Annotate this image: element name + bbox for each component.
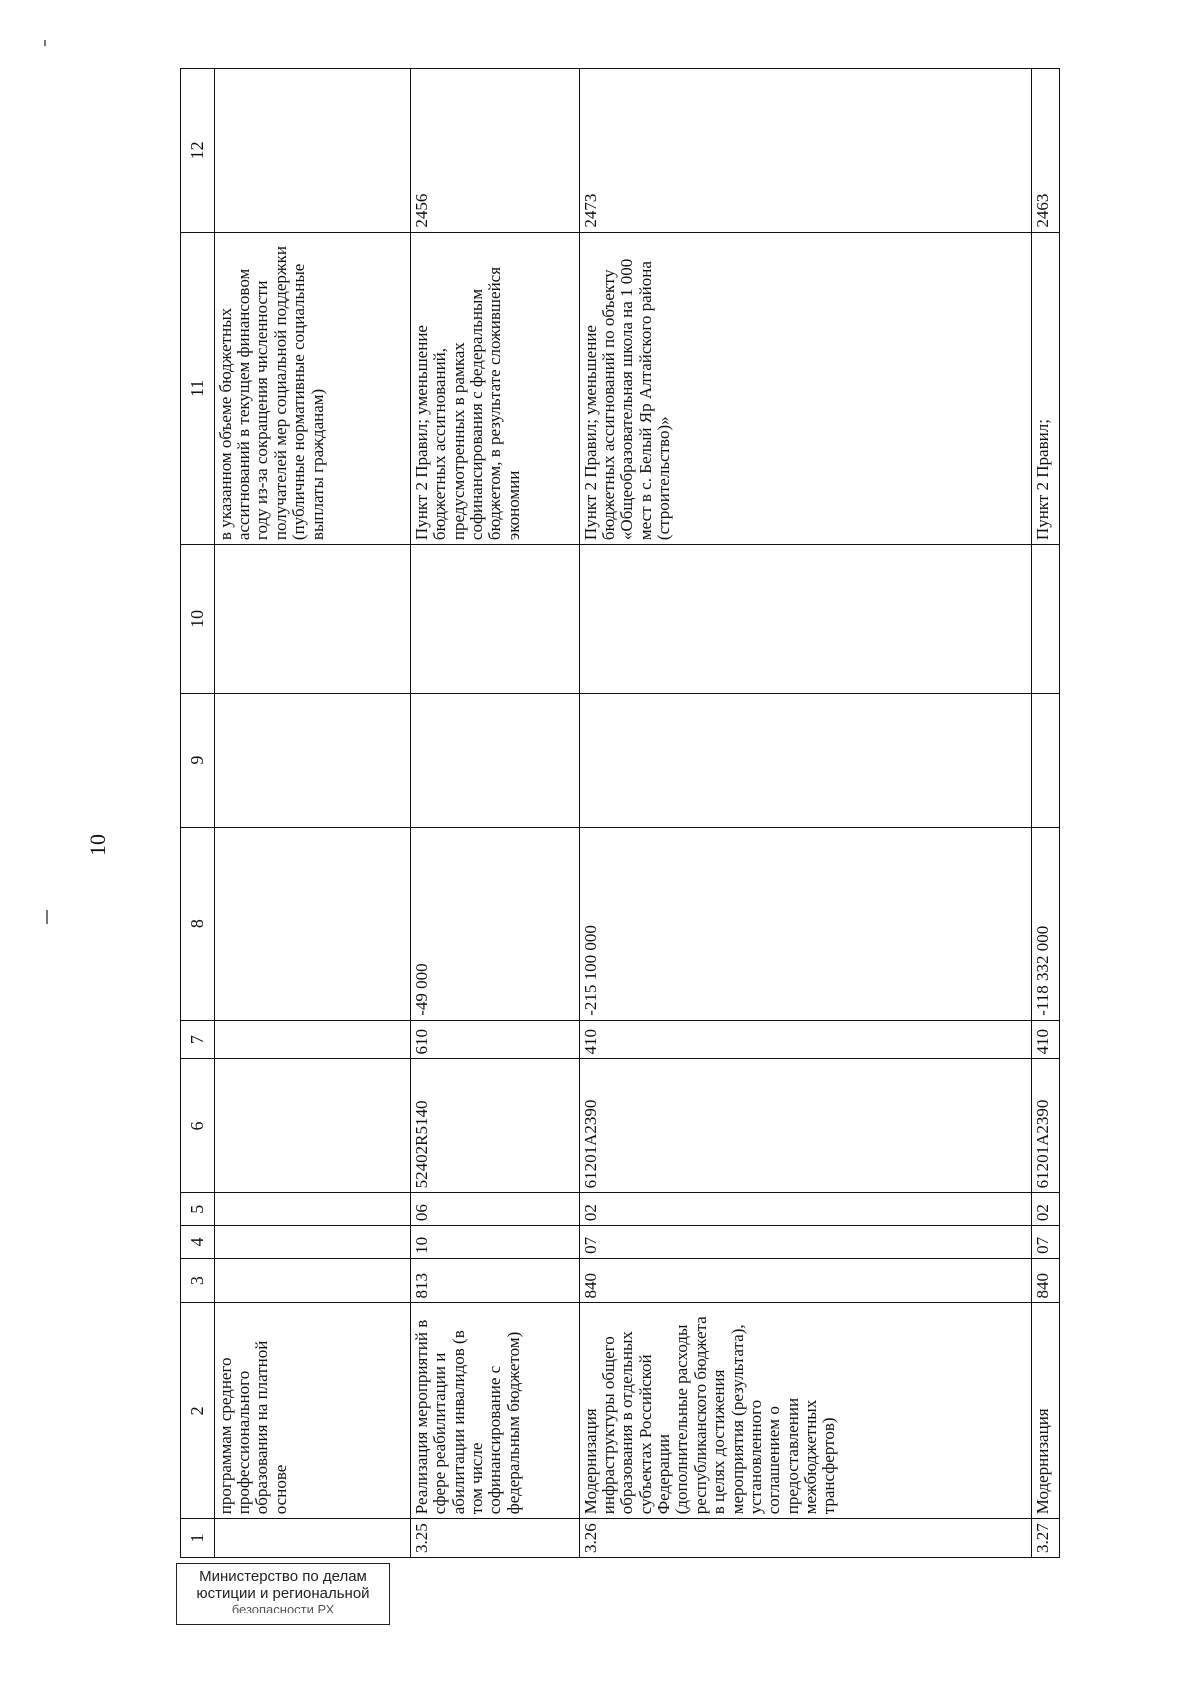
cell-col7: 410 [1031, 1020, 1059, 1059]
header-cell: 12 [181, 69, 215, 233]
cell-col8 [214, 827, 410, 1020]
header-cell: 10 [181, 545, 215, 694]
cell-col12: 2456 [410, 69, 579, 233]
header-cell: 6 [181, 1059, 215, 1193]
table-row [214, 69, 410, 1558]
header-cell: 1 [181, 1519, 215, 1558]
cell-col5 [214, 1193, 410, 1226]
budget-table [180, 68, 1060, 1558]
row-number: 3.27 [1031, 1519, 1059, 1558]
cell-col8: -215 100 000 [579, 827, 1031, 1020]
cell-col5: 02 [579, 1193, 1031, 1226]
header-cell: 2 [181, 1303, 215, 1519]
cell-col6: 52402R5140 [410, 1059, 579, 1193]
cell-col4: 10 [410, 1226, 579, 1259]
header-cell: 7 [181, 1020, 215, 1059]
cell-col4 [214, 1226, 410, 1259]
cell-col8: -118 332 000 [1031, 827, 1059, 1020]
cell-col3: 840 [579, 1258, 1031, 1303]
cell-col5: 06 [410, 1193, 579, 1226]
cell-col8: -49 000 [410, 827, 579, 1020]
cell-col12: 2473 [579, 69, 1031, 233]
cell-col11: Пункт 2 Правил; [1031, 232, 1059, 544]
header-cell: 8 [181, 827, 215, 1020]
header-cell: 5 [181, 1193, 215, 1226]
cell-col9 [214, 693, 410, 827]
cell-col10 [410, 545, 579, 694]
cell-col10 [1031, 545, 1059, 694]
header-cell: 4 [181, 1226, 215, 1259]
cell-col12: 2463 [1031, 69, 1059, 233]
page-number: 10 [85, 834, 110, 856]
cell-col6: 61201A2390 [579, 1059, 1031, 1193]
stamp-line: юстиции и региональной [196, 1585, 370, 1603]
header-cell: 3 [181, 1258, 215, 1303]
cell-col9 [579, 693, 1031, 827]
cell-col11: Пункт 2 Правил; уменьшение бюджетных ассигнований, предусмотренных в рамках софинансирования с федеральным бюджетом, в результате сложившейся экономии [410, 232, 579, 544]
cell-col9 [1031, 693, 1059, 827]
cell-col10 [214, 545, 410, 694]
header-cell: 11 [181, 232, 215, 544]
cell-col4: 07 [579, 1226, 1031, 1259]
row-name: Реализация мероприятий в сфере реабилитации и абилитации инвалидов (в том числе софинансирование с федеральным бюджетом) [410, 1303, 579, 1519]
cell-col11: Пункт 2 Правил; уменьшение бюджетных ассигнований по объекту «Общеобразовательная школа на 1 000 мест в с. Белый Яр Алтайского района (строительство)» [579, 232, 1031, 544]
row-number: 3.26 [579, 1519, 1031, 1558]
row-name: Модернизация [1031, 1303, 1059, 1519]
cell-col7 [214, 1020, 410, 1059]
cell-col3: 840 [1031, 1258, 1059, 1303]
cell-col6: 61201A2390 [1031, 1059, 1059, 1193]
cell-col7: 610 [410, 1020, 579, 1059]
ministry-stamp [176, 1563, 390, 1625]
stamp-line: Министерство по делам [199, 1568, 367, 1585]
cell-col12 [214, 69, 410, 233]
table-header-row [181, 69, 215, 1558]
cell-col3 [214, 1258, 410, 1303]
scan-mark [46, 910, 48, 924]
table-row [1031, 69, 1059, 1558]
cell-col3: 813 [410, 1258, 579, 1303]
cell-col7: 410 [579, 1020, 1031, 1059]
cell-col9 [410, 693, 579, 827]
row-name: программам среднего профессионального образования на платной основе [214, 1303, 410, 1519]
table-row [579, 69, 1031, 1558]
cell-col11: в указанном объеме бюджетных ассигнований в текущем финансовом году из-за сокращения численности получателей мер социальной поддержки (публичные нормативные социальные выплаты гражданам) [214, 232, 410, 544]
row-number: 3.25 [410, 1519, 579, 1558]
cell-col10 [579, 545, 1031, 694]
row-number [214, 1519, 410, 1558]
cell-col5: 02 [1031, 1193, 1059, 1226]
rotated-table-wrapper [180, 68, 1060, 1558]
scan-mark [44, 40, 46, 46]
row-name: Модернизация инфраструктуры общего образования в отдельных субъектах Российской Федерации (дополнительные расходы республиканского бюджета в целях достижения мероприятия (результата), установленного соглашением о предоставлении межбюджетных трансфертов) [579, 1303, 1031, 1519]
cell-col6 [214, 1059, 410, 1193]
table-row [410, 69, 579, 1558]
cell-col4: 07 [1031, 1226, 1059, 1259]
stamp-line: безопасности РХ [231, 1602, 335, 1613]
header-cell: 9 [181, 693, 215, 827]
